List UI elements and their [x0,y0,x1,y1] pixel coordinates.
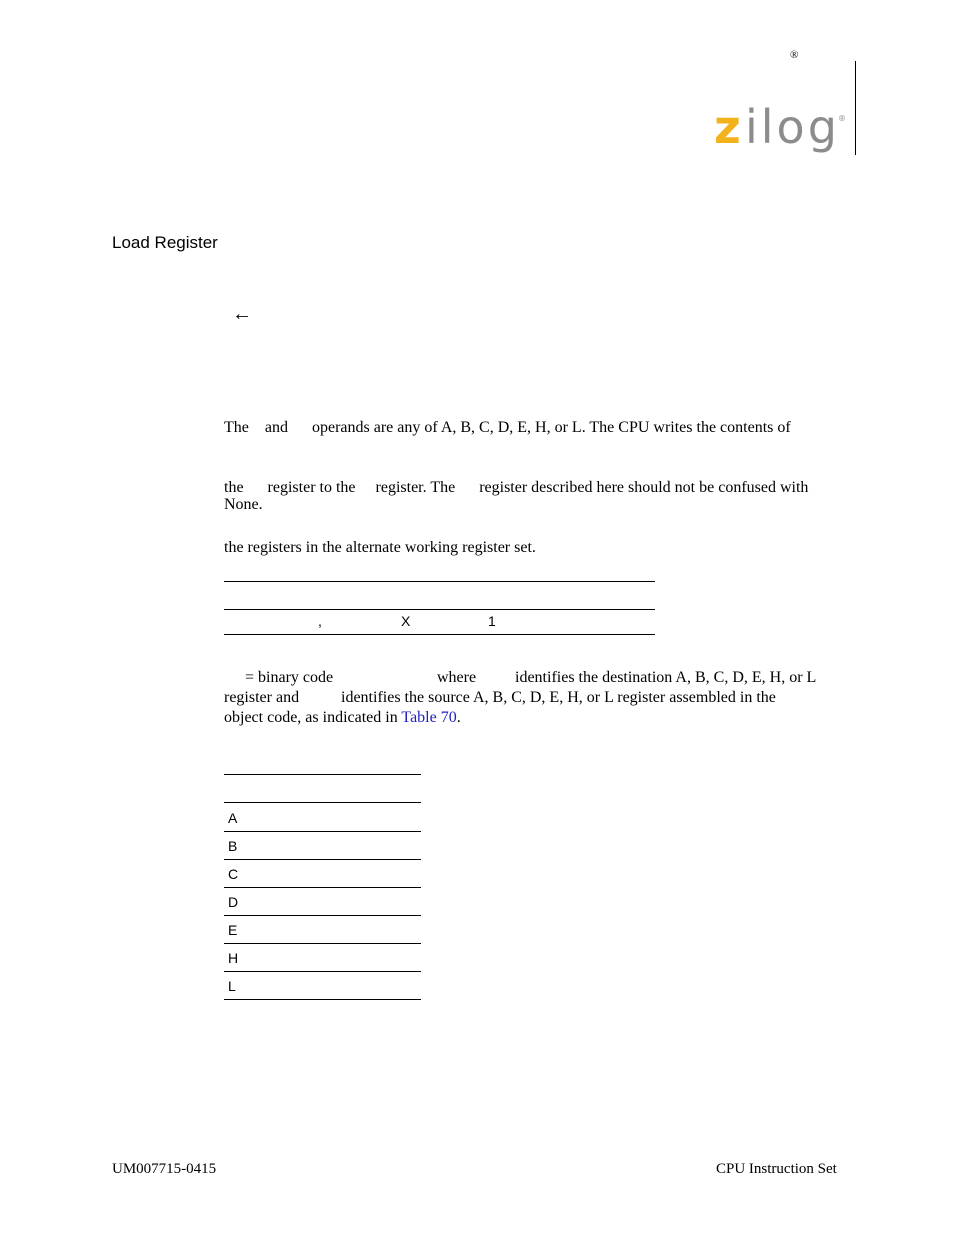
table-top-rule [224,581,655,582]
logo-registered: ® [838,114,846,123]
operation-arrow: ← [232,303,252,325]
encoding-object-code [224,708,461,728]
footer-document-id: UM007715-0415 [112,1161,217,1177]
opcode-cell-cycles: 1 [488,613,496,629]
opcode-cell-comma: , [318,613,322,629]
table-header-rule [224,609,655,610]
condition-bits-text: None. [224,496,263,513]
footer-section-title: CPU Instruction Set [716,1161,837,1177]
register-row-e: E [228,922,238,938]
encoding-source: identifies the source A, B, C, D, E, H, or L register assembled in the [341,689,776,706]
register-row-rule [224,859,421,860]
register-row-rule [224,887,421,888]
register-row-rule [224,831,421,832]
table-bottom-rule [224,634,655,635]
section-heading: Load Register [112,233,218,252]
zilog-logo [712,103,848,159]
encoding-register-and: register and [224,689,300,706]
logo-z: z [714,103,741,154]
register-row-l: L [228,978,236,994]
encoding-where: where [437,669,477,686]
register-row-h: H [228,950,239,966]
register-table-bottom-rule [224,999,421,1000]
description-line: the register to the register. The register described here should not be confused with [224,479,809,496]
register-row-rule [224,971,421,972]
encoding-object-code-text: object code, as indicated in [224,709,402,726]
encoding-period: . [456,709,461,726]
register-table-top-rule [224,774,421,775]
description-paragraph [224,378,844,578]
register-table-header-rule [224,802,421,803]
encoding-destination: identifies the destination A, B, C, D, E, H, or L [515,669,817,686]
description-line: The and operands are any of A, B, C, D, E, H, or L. The CPU writes the contents of [224,419,791,436]
register-row-b: B [228,838,238,854]
register-row-a: A [228,810,238,826]
header-divider [855,61,856,155]
register-row-rule [224,943,421,944]
register-row-rule [224,915,421,916]
logo-rest: ilog [745,103,840,154]
register-row-d: D [228,894,239,910]
register-row-c: C [228,866,239,882]
opcode-cell-x: X [401,613,411,629]
registered-mark: ® [790,49,799,61]
table-70-link[interactable]: Table 70 [401,709,457,726]
encoding-binary-code: = binary code [245,669,334,686]
description-line: the registers in the alternate working register set. [224,539,536,556]
